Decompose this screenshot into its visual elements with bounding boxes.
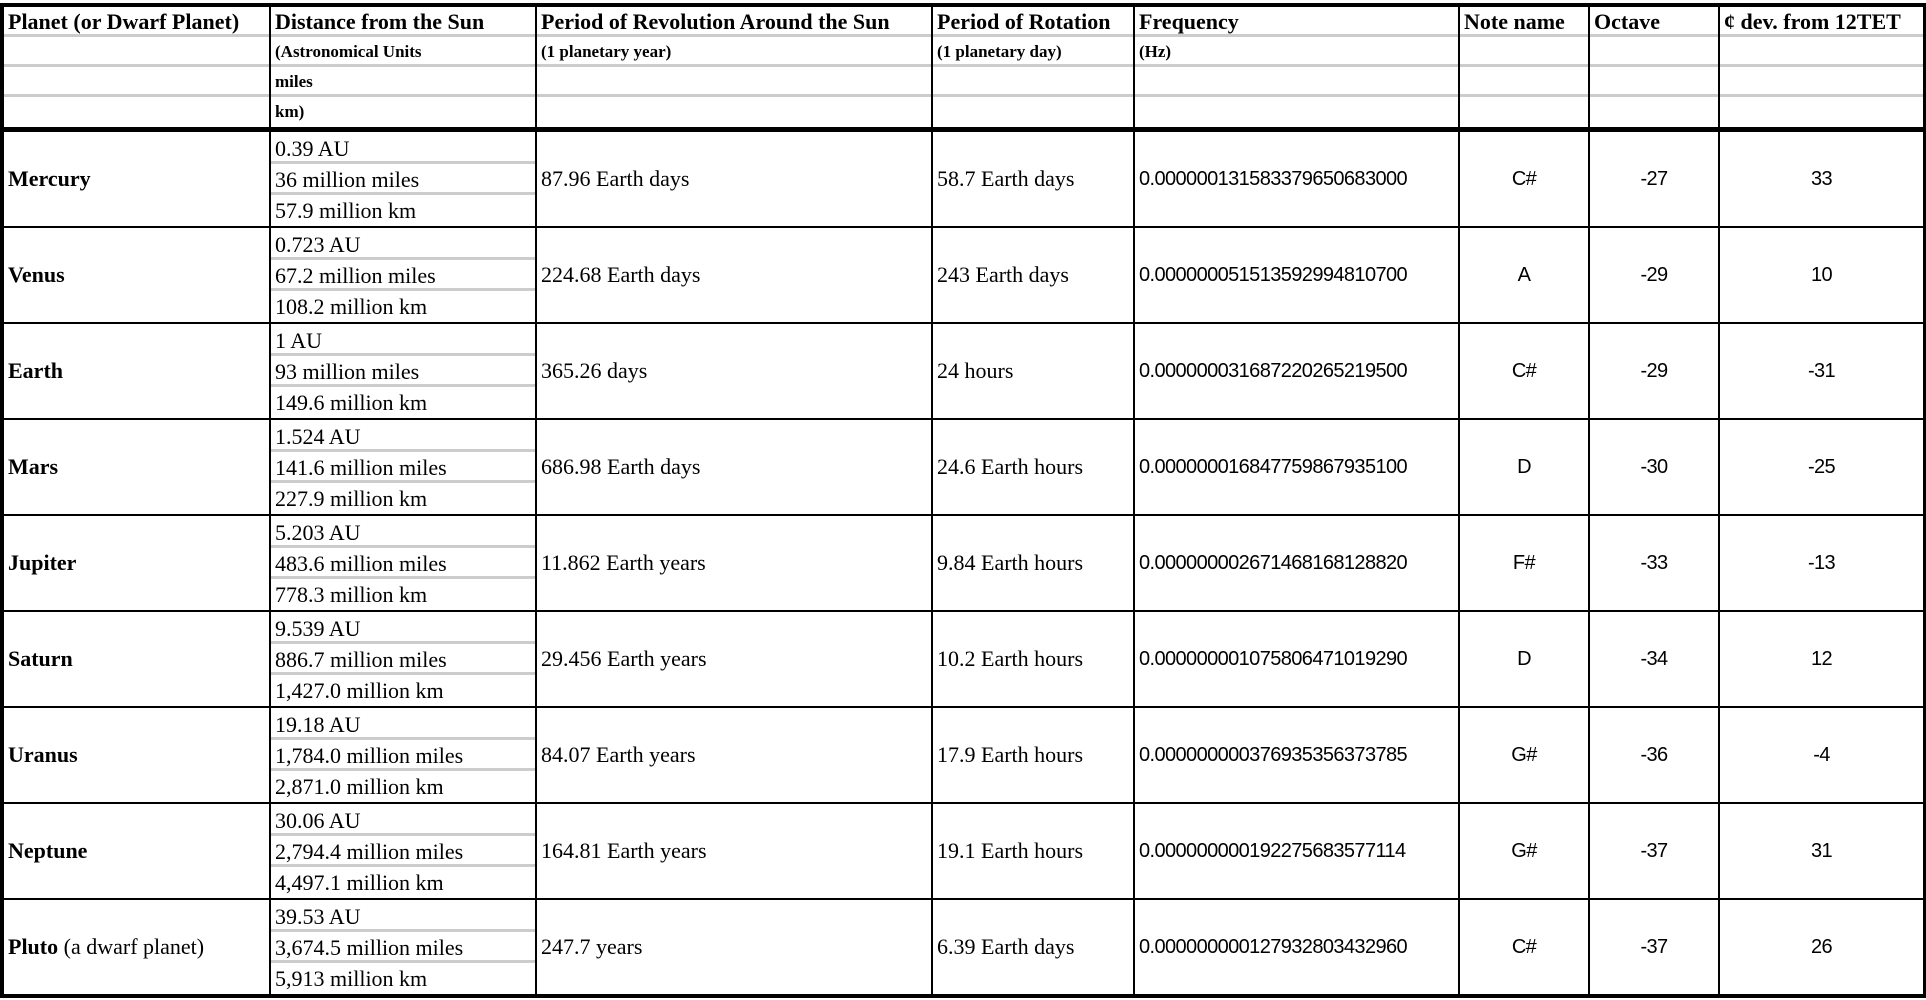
planet-note: (a dwarf planet) bbox=[58, 934, 205, 959]
planet-name: Earth bbox=[8, 358, 63, 383]
revolution-cell: 84.07 Earth years bbox=[536, 707, 932, 803]
rotation-cell: 243 Earth days bbox=[932, 227, 1134, 323]
planet-cell bbox=[2, 130, 270, 228]
header-subtitle bbox=[4, 97, 269, 127]
cents-deviation-cell: -31 bbox=[1719, 323, 1925, 419]
header-cents-deviation bbox=[1719, 5, 1925, 130]
header-subtitle: km) bbox=[275, 102, 305, 121]
revolution-cell: 29.456 Earth years bbox=[536, 611, 932, 707]
rotation-cell: 58.7 Earth days bbox=[932, 130, 1134, 228]
planet-cell bbox=[2, 611, 270, 707]
rotation-cell: 6.39 Earth days bbox=[932, 899, 1134, 996]
planet-name: Venus bbox=[8, 262, 65, 287]
header-planet bbox=[2, 5, 270, 130]
table-row bbox=[2, 515, 1925, 611]
rotation-cell: 24 hours bbox=[932, 323, 1134, 419]
revolution-cell: 365.26 days bbox=[536, 323, 932, 419]
header-subtitle bbox=[1135, 67, 1458, 97]
header-subtitle bbox=[1460, 97, 1588, 127]
planet-name: Jupiter bbox=[8, 550, 77, 575]
planet-name: Pluto bbox=[8, 934, 59, 959]
table-row bbox=[2, 707, 1925, 803]
table-row bbox=[2, 130, 1925, 228]
note-name-cell: C# bbox=[1459, 323, 1589, 419]
distance-km: 5,913 million km bbox=[275, 965, 428, 991]
header-distance bbox=[270, 5, 536, 130]
cents-deviation-cell: 10 bbox=[1719, 227, 1925, 323]
octave-cell: -33 bbox=[1589, 515, 1719, 611]
rotation-cell: 17.9 Earth hours bbox=[932, 707, 1134, 803]
header-title: Period of Revolution Around the Sun bbox=[537, 7, 931, 37]
distance-cell bbox=[270, 515, 536, 611]
distance-miles: 1,784.0 million miles bbox=[271, 740, 535, 771]
header-title: Period of Rotation bbox=[933, 7, 1133, 37]
cents-deviation-cell: 12 bbox=[1719, 611, 1925, 707]
header-rotation bbox=[932, 5, 1134, 130]
header-revolution bbox=[536, 5, 932, 130]
header-subtitle bbox=[1460, 67, 1588, 97]
header-octave bbox=[1589, 5, 1719, 130]
header-subtitle bbox=[1460, 37, 1588, 67]
header-row bbox=[2, 5, 1925, 130]
distance-cell bbox=[270, 611, 536, 707]
revolution-cell: 224.68 Earth days bbox=[536, 227, 932, 323]
header-subtitle bbox=[933, 97, 1133, 127]
header-subtitle bbox=[1720, 37, 1923, 67]
header-frequency bbox=[1134, 5, 1459, 130]
planet-cell bbox=[2, 707, 270, 803]
distance-km: 778.3 million km bbox=[275, 581, 428, 607]
cents-deviation-cell: 31 bbox=[1719, 803, 1925, 899]
distance-au: 19.18 AU bbox=[271, 709, 535, 740]
octave-cell: -29 bbox=[1589, 323, 1719, 419]
planet-name: Saturn bbox=[8, 646, 73, 671]
distance-au: 1.524 AU bbox=[271, 421, 535, 452]
octave-cell: -34 bbox=[1589, 611, 1719, 707]
revolution-cell: 164.81 Earth years bbox=[536, 803, 932, 899]
header-subtitle bbox=[1135, 97, 1458, 127]
distance-km: 108.2 million km bbox=[275, 293, 428, 319]
header-subtitle bbox=[933, 67, 1133, 97]
planet-cell bbox=[2, 419, 270, 515]
distance-km: 2,871.0 million km bbox=[275, 773, 444, 799]
distance-au: 5.203 AU bbox=[271, 517, 535, 548]
distance-km: 227.9 million km bbox=[275, 485, 428, 511]
cents-deviation-cell: -13 bbox=[1719, 515, 1925, 611]
planet-name: Mars bbox=[8, 454, 59, 479]
header-subtitle: miles bbox=[271, 67, 535, 97]
header-subtitle bbox=[1720, 67, 1923, 97]
planet-name: Uranus bbox=[8, 742, 78, 767]
planet-name: Mercury bbox=[8, 166, 91, 191]
distance-km: 149.6 million km bbox=[275, 389, 428, 415]
distance-cell bbox=[270, 419, 536, 515]
frequency-cell: 0.0000001315833796506830​00 bbox=[1134, 130, 1459, 228]
header-subtitle bbox=[1720, 97, 1923, 127]
revolution-cell: 87.96 Earth days bbox=[536, 130, 932, 228]
frequency-cell: 0.0000000316872202652195​00 bbox=[1134, 323, 1459, 419]
header-subtitle: (1 planetary day) bbox=[933, 37, 1133, 67]
distance-au: 0.39 AU bbox=[271, 133, 535, 164]
header-subtitle: (Astronomical Units bbox=[271, 37, 535, 67]
header-subtitle bbox=[537, 97, 931, 127]
header-subtitle bbox=[537, 67, 931, 97]
distance-km: 57.9 million km bbox=[275, 197, 417, 223]
table-body bbox=[2, 5, 1925, 996]
distance-miles: 141.6 million miles bbox=[271, 452, 535, 483]
frequency-cell: 0.0000000001922756835771​14 bbox=[1134, 803, 1459, 899]
distance-cell bbox=[270, 803, 536, 899]
distance-km: 1,427.0 million km bbox=[275, 677, 444, 703]
cents-deviation-cell: -25 bbox=[1719, 419, 1925, 515]
distance-miles: 36 million miles bbox=[271, 164, 535, 195]
table-row bbox=[2, 899, 1925, 996]
header-subtitle bbox=[1590, 97, 1718, 127]
distance-au: 39.53 AU bbox=[271, 901, 535, 932]
rotation-cell: 24.6 Earth hours bbox=[932, 419, 1134, 515]
distance-miles: 3,674.5 million miles bbox=[271, 932, 535, 963]
cents-deviation-cell: 26 bbox=[1719, 899, 1925, 996]
header-title: Frequency bbox=[1135, 7, 1458, 37]
header-title: Planet (or Dwarf Planet) bbox=[4, 7, 269, 37]
cents-deviation-cell: -4 bbox=[1719, 707, 1925, 803]
table-row bbox=[2, 803, 1925, 899]
distance-cell bbox=[270, 227, 536, 323]
planet-frequency-table bbox=[0, 3, 1926, 998]
distance-au: 9.539 AU bbox=[271, 613, 535, 644]
frequency-cell: 0.0000000515135929948107​00 bbox=[1134, 227, 1459, 323]
distance-miles: 483.6 million miles bbox=[271, 548, 535, 579]
note-name-cell: G# bbox=[1459, 803, 1589, 899]
planet-cell bbox=[2, 323, 270, 419]
octave-cell: -36 bbox=[1589, 707, 1719, 803]
octave-cell: -30 bbox=[1589, 419, 1719, 515]
note-name-cell: F# bbox=[1459, 515, 1589, 611]
frequency-cell: 0.0000000010758064710192​90 bbox=[1134, 611, 1459, 707]
header-subtitle: (Hz) bbox=[1135, 37, 1458, 67]
octave-cell: -37 bbox=[1589, 899, 1719, 996]
distance-au: 1 AU bbox=[271, 325, 535, 356]
planet-cell bbox=[2, 515, 270, 611]
revolution-cell: 247.7 years bbox=[536, 899, 932, 996]
note-name-cell: G# bbox=[1459, 707, 1589, 803]
distance-au: 0.723 AU bbox=[271, 229, 535, 260]
table-row bbox=[2, 323, 1925, 419]
frequency-cell: 0.0000000026714681681288​20 bbox=[1134, 515, 1459, 611]
planet-cell bbox=[2, 899, 270, 996]
distance-au: 30.06 AU bbox=[271, 805, 535, 836]
header-subtitle: (1 planetary year) bbox=[537, 37, 931, 67]
rotation-cell: 9.84 Earth hours bbox=[932, 515, 1134, 611]
octave-cell: -29 bbox=[1589, 227, 1719, 323]
octave-cell: -27 bbox=[1589, 130, 1719, 228]
distance-miles: 93 million miles bbox=[271, 356, 535, 387]
table-row bbox=[2, 611, 1925, 707]
distance-cell bbox=[270, 323, 536, 419]
header-subtitle bbox=[4, 67, 269, 97]
note-name-cell: A bbox=[1459, 227, 1589, 323]
planet-cell bbox=[2, 803, 270, 899]
distance-km: 4,497.1 million km bbox=[275, 869, 444, 895]
note-name-cell: C# bbox=[1459, 899, 1589, 996]
frequency-cell: 0.0000000168477598679351​00 bbox=[1134, 419, 1459, 515]
table-row bbox=[2, 227, 1925, 323]
note-name-cell: C# bbox=[1459, 130, 1589, 228]
distance-cell bbox=[270, 899, 536, 996]
header-title: Distance from the Sun bbox=[271, 7, 535, 37]
header-title: Note name bbox=[1460, 7, 1588, 37]
header-subtitle bbox=[1590, 37, 1718, 67]
distance-miles: 886.7 million miles bbox=[271, 644, 535, 675]
table-row bbox=[2, 419, 1925, 515]
distance-miles: 67.2 million miles bbox=[271, 260, 535, 291]
octave-cell: -37 bbox=[1589, 803, 1719, 899]
header-subtitle bbox=[1590, 67, 1718, 97]
rotation-cell: 19.1 Earth hours bbox=[932, 803, 1134, 899]
frequency-cell: 0.0000000003769353563737​85 bbox=[1134, 707, 1459, 803]
distance-cell bbox=[270, 707, 536, 803]
revolution-cell: 686.98 Earth days bbox=[536, 419, 932, 515]
planet-name: Neptune bbox=[8, 838, 88, 863]
cents-deviation-cell: 33 bbox=[1719, 130, 1925, 228]
header-title: Octave bbox=[1590, 7, 1718, 37]
frequency-cell: 0.0000000001279328034329​60 bbox=[1134, 899, 1459, 996]
note-name-cell: D bbox=[1459, 419, 1589, 515]
distance-miles: 2,794.4 million miles bbox=[271, 836, 535, 867]
planet-cell bbox=[2, 227, 270, 323]
header-title: ¢ dev. from 12TET bbox=[1720, 7, 1923, 37]
note-name-cell: D bbox=[1459, 611, 1589, 707]
header-subtitle bbox=[4, 37, 269, 67]
header-note-name bbox=[1459, 5, 1589, 130]
rotation-cell: 10.2 Earth hours bbox=[932, 611, 1134, 707]
distance-cell bbox=[270, 130, 536, 228]
revolution-cell: 11.862 Earth years bbox=[536, 515, 932, 611]
